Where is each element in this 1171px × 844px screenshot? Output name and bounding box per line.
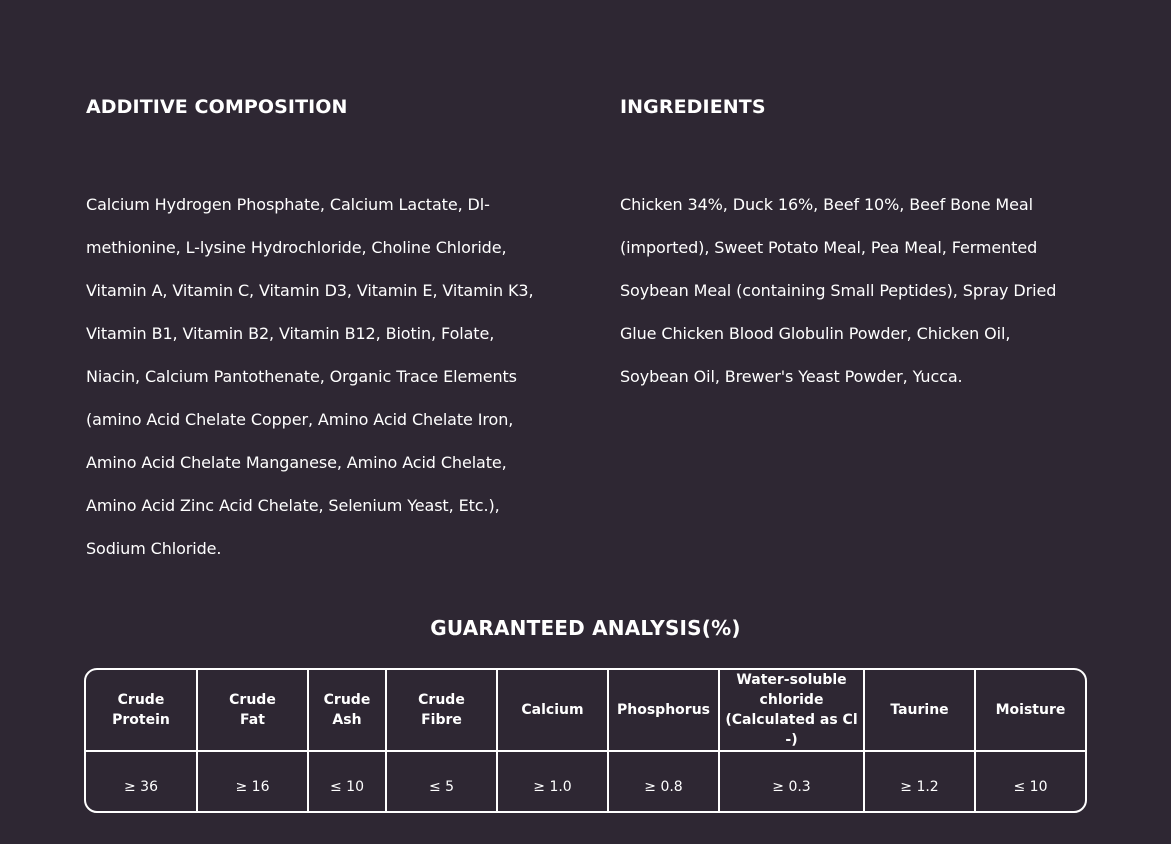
additive-line: Amino Acid Chelate Manganese, Amino Acid Chelate,: [86, 453, 507, 472]
additive-line: Calcium Hydrogen Phosphate, Calcium Lactate, Dl-: [86, 195, 490, 214]
table-values-row: [86, 751, 1085, 813]
additive-line: (amino Acid Chelate Copper, Amino Acid Chelate Iron,: [86, 410, 514, 429]
ingredients-line: Chicken 34%, Duck 16%, Beef 10%, Beef Bone Meal: [620, 195, 1033, 214]
header-crude-ash: Crude Ash: [308, 670, 386, 751]
ingredients-line: (imported), Sweet Potato Meal, Pea Meal, Fermented: [620, 238, 1038, 257]
additive-composition-title: ADDITIVE COMPOSITION: [86, 96, 348, 118]
ingredients-line: Soybean Oil, Brewer's Yeast Powder, Yucca.: [620, 367, 963, 386]
value-crude-fat: ≥ 16: [197, 751, 308, 813]
guaranteed-analysis-table: [84, 668, 1087, 813]
header-water-soluble-chloride: Water-soluble chloride (Calculated as Cl -): [719, 670, 864, 751]
header-phosphorus: Phosphorus: [608, 670, 719, 751]
ingredients-line: Glue Chicken Blood Globulin Powder, Chicken Oil,: [620, 324, 1011, 343]
additive-line: methionine, L-lysine Hydrochloride, Choline Chloride,: [86, 238, 507, 257]
ingredients-section: [620, 95, 1100, 398]
value-phosphorus: ≥ 0.8: [608, 751, 719, 813]
header-moisture: Moisture: [975, 670, 1085, 751]
additive-line: Sodium Chloride.: [86, 539, 222, 558]
additive-composition-text: [86, 183, 566, 570]
value-moisture: ≤ 10: [975, 751, 1085, 813]
header-taurine: Taurine: [864, 670, 975, 751]
additive-line: Amino Acid Zinc Acid Chelate, Selenium Yeast, Etc.),: [86, 496, 500, 515]
value-crude-ash: ≤ 10: [308, 751, 386, 813]
ingredients-title: INGREDIENTS: [620, 96, 766, 118]
ingredients-line: Soybean Meal (containing Small Peptides), Spray Dried: [620, 281, 1057, 300]
header-crude-protein: Crude Protein: [86, 670, 197, 751]
ingredients-text: [620, 183, 1100, 398]
value-crude-protein: ≥ 36: [86, 751, 197, 813]
header-calcium: Calcium: [497, 670, 608, 751]
value-taurine: ≥ 1.2: [864, 751, 975, 813]
header-crude-fibre: Crude Fibre: [386, 670, 497, 751]
additive-line: Vitamin A, Vitamin C, Vitamin D3, Vitamin E, Vitamin K3,: [86, 281, 534, 300]
value-calcium: ≥ 1.0: [497, 751, 608, 813]
value-crude-fibre: ≤ 5: [386, 751, 497, 813]
additive-line: Vitamin B1, Vitamin B2, Vitamin B12, Biotin, Folate,: [86, 324, 495, 343]
header-crude-fat: Crude Fat: [197, 670, 308, 751]
additive-composition-section: [86, 95, 566, 570]
additive-line: Niacin, Calcium Pantothenate, Organic Trace Elements: [86, 367, 517, 386]
table-header-row: [86, 670, 1085, 751]
guaranteed-analysis-title: GUARANTEED ANALYSIS(%): [430, 616, 741, 640]
value-water-soluble-chloride: ≥ 0.3: [719, 751, 864, 813]
